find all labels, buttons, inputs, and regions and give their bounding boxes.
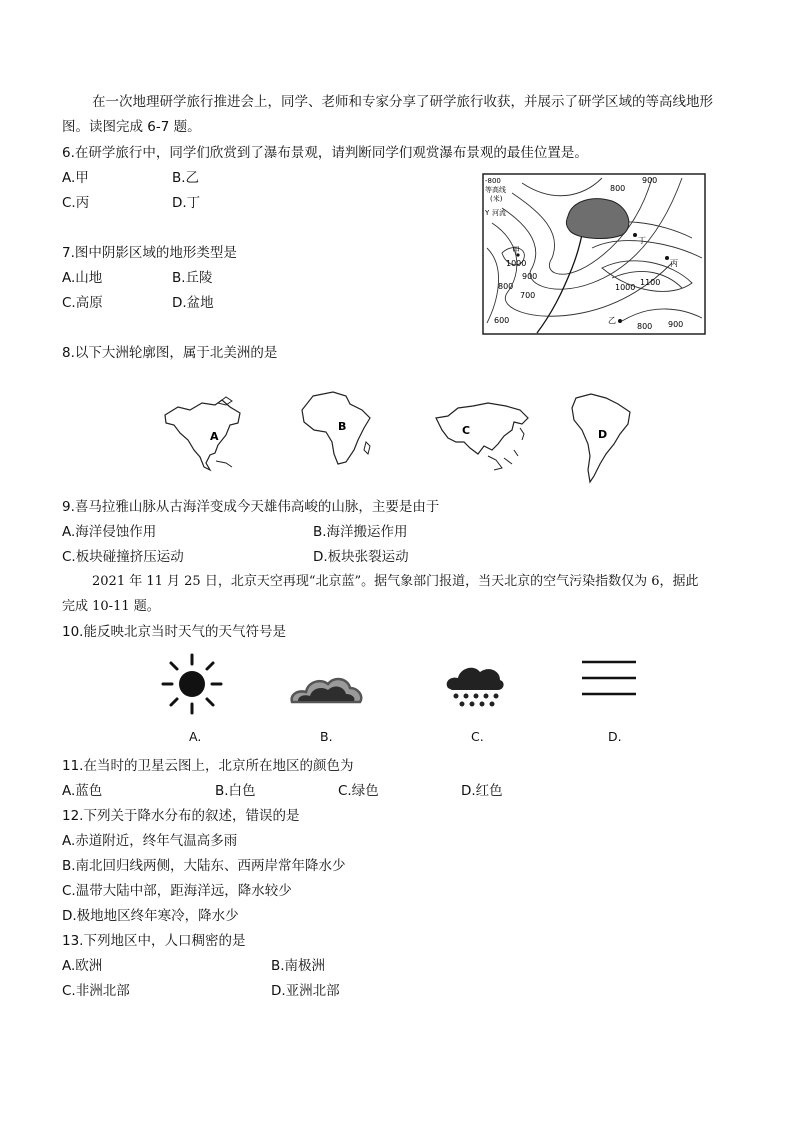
contour-label: 800 <box>610 184 626 193</box>
continent-label-b: B <box>338 420 347 433</box>
legend-contour-label: 等高线 <box>485 186 506 194</box>
contour-label: 800 <box>637 322 653 331</box>
question-8-stem: 8.以下大洲轮廓图，属于北美洲的是 <box>62 345 278 361</box>
q7-option-b[interactable]: B.丘陵 <box>172 270 213 286</box>
symbol-label-a: A. <box>189 729 202 744</box>
continent-label-d: D <box>598 428 608 441</box>
q7-option-d[interactable]: D.盆地 <box>172 295 214 311</box>
symbol-label-d: D. <box>608 729 622 744</box>
shaded-region <box>566 199 628 239</box>
q13-option-d[interactable]: D.亚洲北部 <box>271 983 340 999</box>
continent-south-america-outline[interactable] <box>566 390 636 485</box>
contour-label: 900 <box>668 320 684 329</box>
contour-label: 1000 <box>615 283 636 292</box>
q6-option-d[interactable]: D.丁 <box>172 195 201 211</box>
q7-option-a[interactable]: A.山地 <box>62 270 103 286</box>
q13-option-a[interactable]: A.欧洲 <box>62 958 103 974</box>
question-12-stem: 12.下列关于降水分布的叙述，错误的是 <box>62 808 300 824</box>
q12-option-a[interactable]: A.赤道附近，终年气温高多雨 <box>62 833 238 849</box>
continent-north-america-outline[interactable] <box>160 395 250 475</box>
question-9-stem: 9.喜马拉雅山脉从古海洋变成今天雄伟高峻的山脉，主要是由于 <box>62 499 440 515</box>
legend-contour-value: -800 <box>485 177 501 185</box>
q12-option-d[interactable]: D.极地地区终年寒冷，降水少 <box>62 908 239 924</box>
q11-option-b[interactable]: B.白色 <box>215 783 256 799</box>
q11-option-c[interactable]: C.绿色 <box>338 783 379 799</box>
q6-option-c[interactable]: C.丙 <box>62 195 90 211</box>
q9-option-c[interactable]: C.板块碰撞挤压运动 <box>62 549 184 565</box>
q7-option-c[interactable]: C.高原 <box>62 295 103 311</box>
q13-option-b[interactable]: B.南极洲 <box>271 958 326 974</box>
q12-option-c[interactable]: C.温带大陆中部，距海洋远，降水较少 <box>62 883 292 899</box>
symbol-label-b: B. <box>320 729 333 744</box>
q11-option-a[interactable]: A.蓝色 <box>62 783 103 799</box>
q9-option-d[interactable]: D.板块张裂运动 <box>313 549 409 565</box>
contour-label: 600 <box>494 316 510 325</box>
q6-option-a[interactable]: A.甲 <box>62 170 89 186</box>
contour-label: 1000 <box>506 259 527 268</box>
contour-label: 700 <box>520 291 536 300</box>
question-11-stem: 11.在当时的卫星云图上，北京所在地区的颜色为 <box>62 758 354 774</box>
q9-option-a[interactable]: A.海洋侵蚀作用 <box>62 524 157 540</box>
legend-contour-unit: (米) <box>490 195 503 203</box>
question-10-stem: 10.能反映北京当时天气的天气符号是 <box>62 624 286 640</box>
continent-africa-outline[interactable] <box>298 388 378 468</box>
legend-river-symbol: Y <box>485 209 490 217</box>
question-13-stem: 13.下列地区中，人口稠密的是 <box>62 933 246 949</box>
question-7-stem: 7.图中阴影区域的地形类型是 <box>62 245 237 261</box>
q12-option-b[interactable]: B.南北回归线两侧，大陆东、西两岸常年降水少 <box>62 858 346 874</box>
contour-map-figure <box>482 173 706 335</box>
q6-option-b[interactable]: B.乙 <box>172 170 200 186</box>
contour-label: 900 <box>642 176 658 185</box>
contour-label: 800 <box>498 282 514 291</box>
place-label-ding: 丁 <box>638 236 646 245</box>
place-label-yi: 乙 <box>608 316 616 325</box>
rain-cloud-icon[interactable] <box>442 660 506 708</box>
q13-option-c[interactable]: C.非洲北部 <box>62 983 130 999</box>
intro2-line-2: 完成 10-11 题。 <box>62 599 160 614</box>
fog-icon[interactable] <box>580 658 638 698</box>
continent-label-c: C <box>462 424 471 437</box>
intro2-line-1: 2021 年 11 月 25 日，北京天空再现“北京蓝”。据气象部门报道，当天北京的空气污染指数仅为 6，据此 <box>92 574 699 589</box>
intro-line-1: 在一次地理研学旅行推进会上，同学、老师和专家分享了研学旅行收获，并展示了研学区域的等高线地形 <box>92 94 713 110</box>
contour-label: 1100 <box>640 278 661 287</box>
question-6-stem: 6.在研学旅行中，同学们欣赏到了瀑布景观，请判断同学们观赏瀑布景观的最佳位置是。 <box>62 145 588 161</box>
intro-line-2: 图。读图完成 6-7 题。 <box>62 119 201 135</box>
continent-label-a: A <box>210 430 219 443</box>
symbol-label-c: C. <box>471 729 484 744</box>
overcast-icon[interactable] <box>286 668 366 708</box>
continent-asia-outline[interactable] <box>428 398 538 478</box>
q9-option-b[interactable]: B.海洋搬运作用 <box>313 524 408 540</box>
place-label-jia: 甲 <box>512 246 520 255</box>
q11-option-d[interactable]: D.红色 <box>461 783 503 799</box>
place-label-bing: 丙 <box>670 259 678 268</box>
contour-label: 900 <box>522 272 538 281</box>
legend-river-label: 河流 <box>492 209 506 217</box>
sunny-icon[interactable] <box>160 652 224 716</box>
